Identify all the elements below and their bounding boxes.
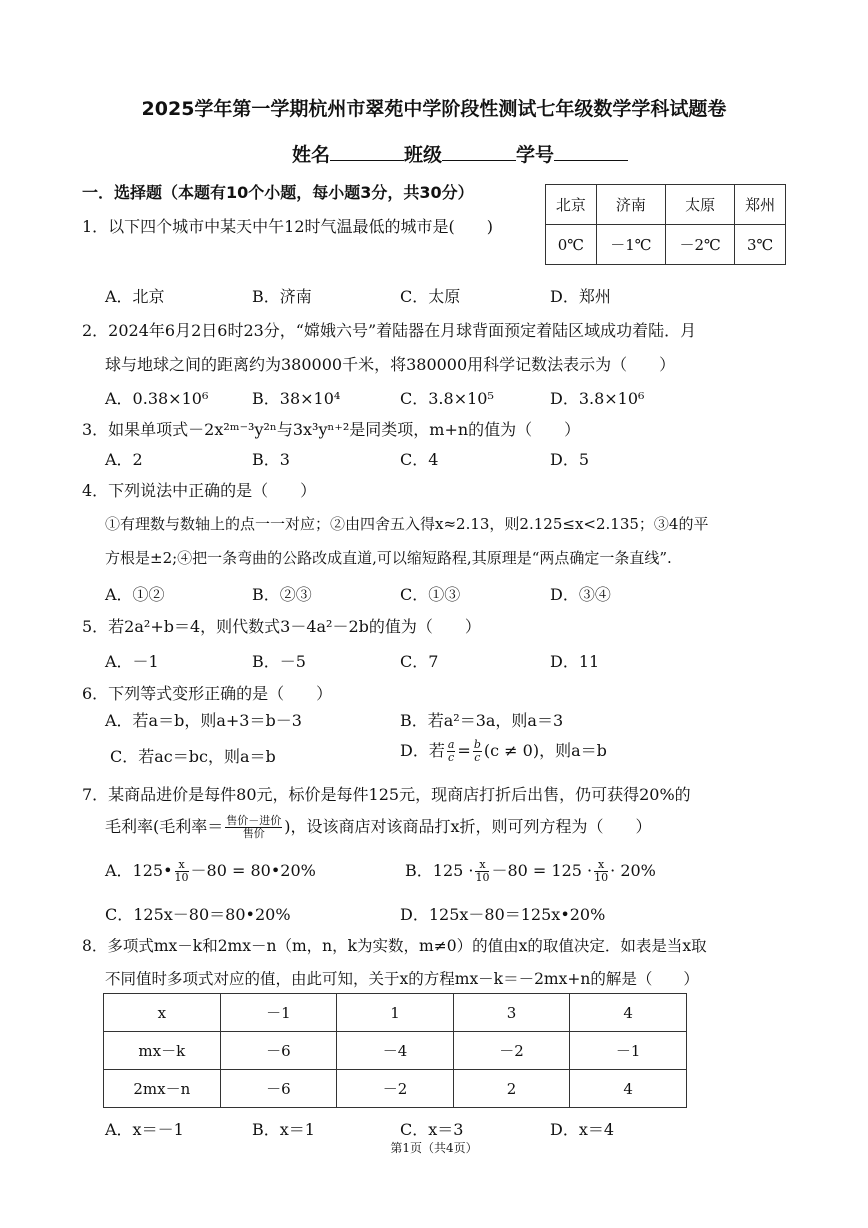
page-footer: 第1页（共4页） (390, 1141, 478, 1155)
fraction-denominator: 10 (594, 871, 609, 884)
table-cell: 2 (453, 1070, 570, 1108)
table-cell: 3℃ (735, 225, 786, 265)
q5-option-d[interactable]: D．11 (550, 652, 600, 671)
question-2-line1: 2．2024年6月2日6时23分，“嫦娥六号”着陆器在月球背面预定着陆区域成功着陆．月 (82, 321, 697, 340)
question-6-stem: 6．下列等式变形正确的是（ ） (82, 684, 333, 703)
table-cell: －2℃ (665, 225, 734, 265)
q2-option-d[interactable]: D．3.8×10⁶ (550, 389, 645, 408)
q5-option-c[interactable]: C．7 (400, 652, 439, 671)
q6-option-b[interactable]: B．若a²＝3a，则a＝3 (400, 711, 564, 730)
table-cell: 4 (570, 1070, 687, 1108)
q8-option-d[interactable]: D．x＝4 (550, 1120, 615, 1139)
q1-option-d[interactable]: D．郑州 (550, 287, 611, 306)
q7-b-suffix: · 20% (610, 861, 656, 880)
q6-option-d[interactable]: D．若 $\frac{a}{c}$ = $\frac{b}{c}$ (c ≠ 0)，则a＝b (400, 738, 607, 764)
fraction-a-over-c: $\frac{a}{c}$ (447, 738, 455, 764)
table-header: 郑州 (735, 185, 786, 225)
q1-option-c[interactable]: C．太原 (400, 287, 461, 306)
table-cell: 4 (570, 994, 687, 1032)
q1-option-a[interactable]: A．北京 (105, 287, 165, 306)
question-4-line2: 方根是±2;④把一条弯曲的公路改成直道,可以缩短路程,其原理是“两点确定一条直线”. (105, 549, 672, 567)
q1-option-b[interactable]: B．济南 (252, 287, 312, 306)
table-row (104, 994, 687, 1032)
fraction-numerator: 售价－进价 (226, 814, 282, 827)
table-row (104, 1032, 687, 1070)
q7-option-d[interactable]: D．125x－80＝125x•20% (400, 905, 606, 924)
id-label: 学号 (516, 144, 555, 166)
q6-option-c[interactable]: C．若ac＝bc，则a＝b (110, 747, 276, 766)
q4-option-c[interactable]: C．①③ (400, 585, 461, 604)
table-cell: －4 (337, 1032, 454, 1070)
fraction-x-over-10 (594, 859, 608, 884)
fraction-x-over-10 (475, 859, 489, 884)
question-3-stem: 3．如果单项式－2x²ᵐ⁻³y²ⁿ与3x³yⁿ⁺²是同类项，m+n的值为（ ） (82, 420, 581, 439)
q8-option-b[interactable]: B．x＝1 (252, 1120, 315, 1139)
q5-option-a[interactable]: A．－1 (105, 652, 159, 671)
name-label: 姓名 (292, 144, 331, 166)
q8-option-c[interactable]: C．x＝3 (400, 1120, 464, 1139)
q6-option-d-suffix: (c ≠ 0)，则a＝b (483, 741, 607, 760)
q4-option-a[interactable]: A．①② (105, 585, 165, 604)
table-cell: －6 (220, 1070, 337, 1108)
table-cell: －2 (337, 1070, 454, 1108)
page-title: 2025学年第一学期杭州市翠苑中学阶段性测试七年级数学学科试题卷 (141, 98, 727, 120)
gross-margin-fraction (225, 815, 282, 840)
class-label: 班级 (404, 144, 443, 166)
q3-option-a[interactable]: A．2 (105, 450, 143, 469)
question-2-line2: 球与地球之间的距离约为380000千米，将380000用科学记数法表示为（ ） (105, 355, 676, 374)
table-cell: －1 (570, 1032, 687, 1070)
q8-option-a[interactable]: A．x＝－1 (105, 1120, 184, 1139)
question-4-line1: ①有理数与数轴上的点一一对应；②由四舍五入得x≈2.13，则2.125≤x<2.135；③4的平 (105, 515, 709, 533)
q6-option-d-prefix: D．若 (400, 741, 445, 760)
q2-option-b[interactable]: B．38×10⁴ (252, 389, 341, 408)
q5-option-b[interactable]: B．－5 (252, 652, 306, 671)
question-7-line1: 7．某商品进价是每件80元，标价是每件125元，现商店打折后出售，仍可获得20%的 (82, 785, 691, 804)
question-5-stem: 5．若2a²+b＝4，则代数式3－4a²－2b的值为（ ） (82, 617, 481, 636)
question-8-line2: 不同值时多项式对应的值，由此可知，关于x的方程mx－k＝－2mx+n的解是（ ） (105, 970, 699, 988)
question-4-stem: 4．下列说法中正确的是（ ） (82, 481, 317, 500)
table-cell: －6 (220, 1032, 337, 1070)
question-1-stem: 1．以下四个城市中某天中午12时气温最低的城市是( ) (82, 217, 494, 236)
class-blank[interactable] (442, 142, 516, 161)
q7-option-b[interactable] (405, 858, 656, 884)
table-header: 太原 (665, 185, 734, 225)
q7-text-a: 毛利率(毛利率＝ (105, 817, 224, 836)
fraction-denominator: 售价 (242, 827, 265, 840)
q2-option-a[interactable]: A．0.38×10⁶ (105, 389, 209, 408)
name-blank[interactable] (330, 142, 404, 161)
table-cell: 0℃ (546, 225, 597, 265)
polynomial-value-table (103, 993, 687, 1108)
fraction-b-over-c: $\frac{b}{c}$ (473, 738, 481, 764)
fraction-numerator: x (175, 859, 189, 872)
fraction-denominator: 10 (174, 871, 189, 884)
table-cell: mx－k (104, 1032, 221, 1070)
q7-option-a[interactable] (105, 858, 316, 884)
q7-text-b: )，设该商店对该商品打x折，则可列方程为（ ） (284, 817, 652, 836)
city-temperature-table (545, 184, 786, 265)
q3-option-b[interactable]: B．3 (252, 450, 290, 469)
q7-option-c[interactable]: C．125x－80＝80•20% (105, 905, 291, 924)
table-cell: 2mx－n (104, 1070, 221, 1108)
q6-option-a[interactable]: A．若a＝b，则a+3＝b－3 (105, 711, 302, 730)
fraction-denominator: 10 (475, 871, 490, 884)
q3-option-d[interactable]: D．5 (550, 450, 590, 469)
q4-option-b[interactable]: B．②③ (252, 585, 312, 604)
table-cell: －1℃ (596, 225, 665, 265)
q7-a-prefix: A．125• (105, 861, 173, 880)
table-cell: －1 (220, 994, 337, 1032)
fraction-x-over-10 (175, 859, 189, 884)
table-header: 济南 (596, 185, 665, 225)
question-8-line1: 8．多项式mx－k和2mx－n（m，n，k为实数，m≠0）的值由x的取值决定．如表是当x取 (82, 937, 707, 955)
student-info-line (292, 140, 628, 167)
q4-option-d[interactable]: D．③④ (550, 585, 611, 604)
table-header: 北京 (546, 185, 597, 225)
fraction-numerator: x (475, 859, 489, 872)
section-heading: 一．选择题（本题有10个小题，每小题3分，共30分） (82, 183, 474, 202)
table-cell: 3 (453, 994, 570, 1032)
q3-option-c[interactable]: C．4 (400, 450, 439, 469)
question-7-line2 (105, 814, 652, 840)
q7-b-middle: －80 = 125 · (491, 861, 593, 880)
id-blank[interactable] (554, 142, 628, 161)
fraction-numerator: x (594, 859, 608, 872)
table-cell: x (104, 994, 221, 1032)
q2-option-c[interactable]: C．3.8×10⁵ (400, 389, 494, 408)
q7-b-prefix: B．125 · (405, 861, 474, 880)
table-row (104, 1070, 687, 1108)
table-cell: 1 (337, 994, 454, 1032)
q7-a-suffix: －80 = 80•20% (190, 861, 316, 880)
table-cell: －2 (453, 1032, 570, 1070)
